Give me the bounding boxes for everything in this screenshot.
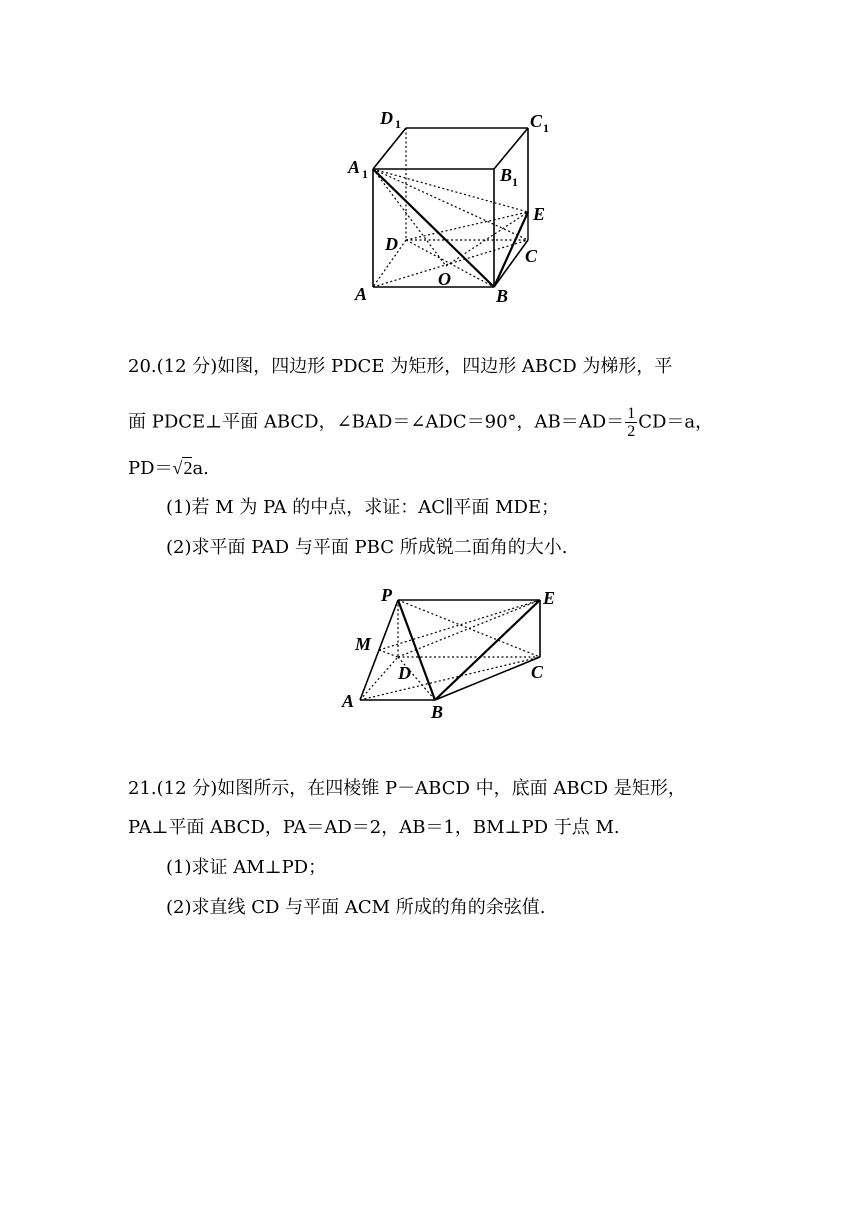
problem20-part2: (2)求平面 PAD 与平面 PBC 所成锐二面角的大小. [166,537,568,558]
label-O: O [438,269,451,289]
problem20-line3-end: a. [192,458,209,479]
problem20-part1: (1)若 M 为 PA 的中点，求证：AC∥平面 MDE； [166,497,560,518]
label-B1-sub: 1 [512,175,518,189]
problem20-line3-start: PD＝ [128,458,173,479]
label-A1-sub: 1 [362,167,368,181]
fraction-denominator: 2 [627,423,636,440]
label-D2: D [398,663,411,683]
label-B: B [496,286,509,306]
problem20-line3 [128,455,209,482]
label-E2: E [543,588,556,608]
label-D1-sub: 1 [395,117,401,131]
label-C1-sub: 1 [543,121,549,135]
label-A: A [355,284,368,304]
problem20-line2 [128,405,713,440]
problem20-line1: 20.(12 分)如图，四边形 PDCE 为矩形，四边形 ABCD 为梯形，平 [128,356,673,377]
label-A2: A [342,691,355,711]
problem21-line1: 21.(12 分)如图所示，在四棱锥 P－ABCD 中，底面 ABCD 是矩形， [128,778,686,799]
label-C2: C [531,662,544,682]
label-C1: C [530,111,543,131]
fraction-one-half [625,405,637,440]
label-A1: A [348,157,361,177]
sqrt-sign: √ [172,458,183,478]
label-B2: B [431,702,444,722]
label-M: M [355,634,372,654]
problem21-part2: (2)求直线 CD 与平面 ACM 所成的角的余弦值. [166,897,546,918]
label-C: C [525,246,538,266]
fraction-numerator: 1 [627,405,636,422]
label-B1: B [500,165,513,185]
sqrt-expression [173,457,193,478]
cube-figure [340,100,560,310]
problem21-part1: (1)求证 AM⊥PD； [166,857,327,878]
label-D: D [385,234,398,254]
problem21-line2: PA⊥平面 ABCD，PA＝AD＝2，AB＝1，BM⊥PD 于点 M. [128,817,620,838]
problem20-line2-start: 面 PDCE⊥平面 ABCD，∠BAD＝∠ADC＝90°，AB＝AD＝ [128,411,625,433]
label-E: E [533,204,546,224]
solid-figure [335,580,570,725]
problem20-line2-end: CD＝a， [638,411,714,433]
sqrt-radicand: 2 [183,458,193,478]
label-P: P [381,585,392,605]
label-D1: D [380,108,393,128]
